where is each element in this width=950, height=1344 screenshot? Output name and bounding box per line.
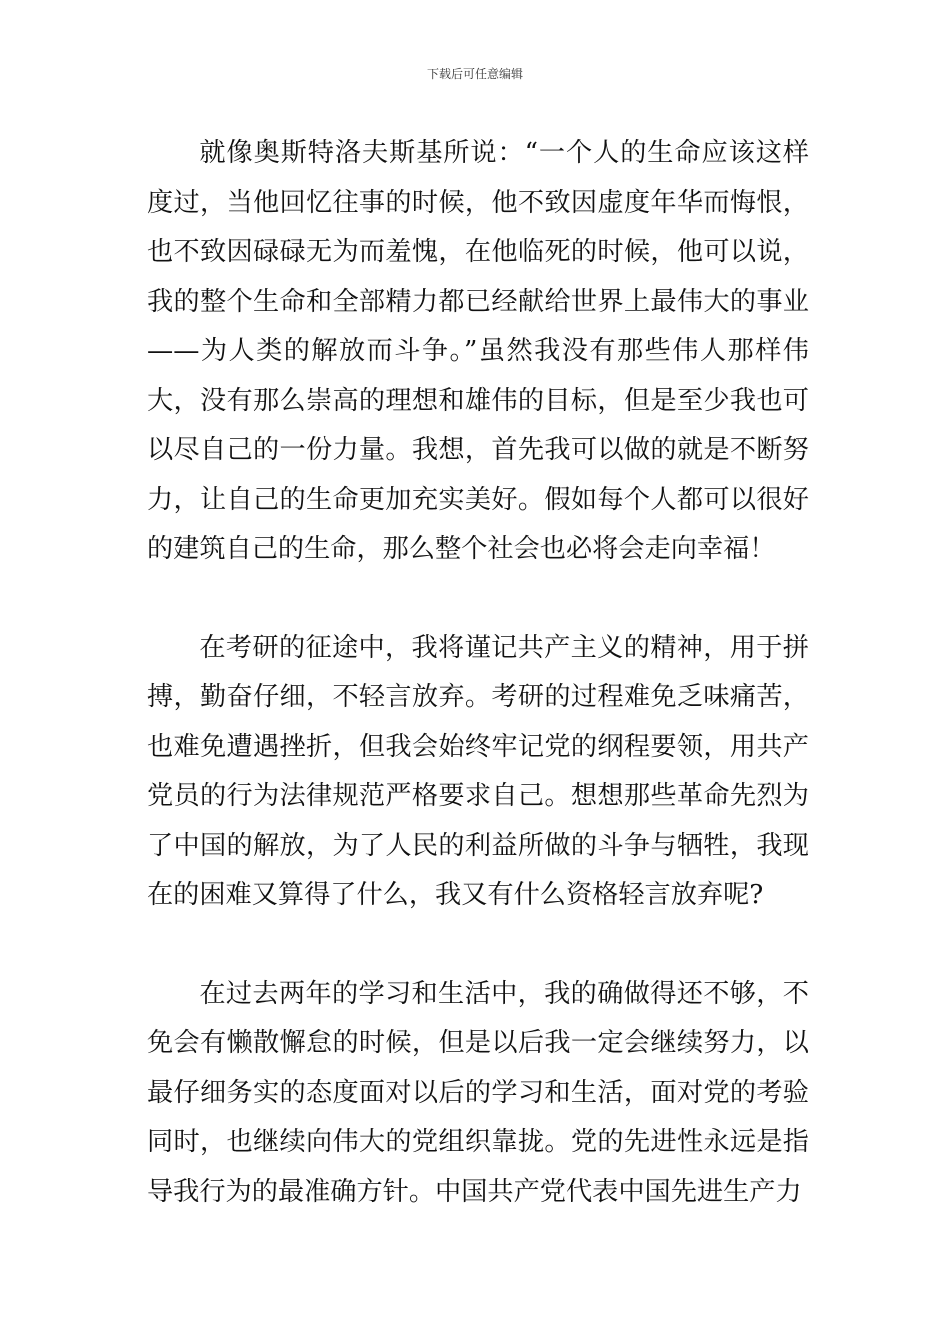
document-body	[147, 129, 809, 1217]
paragraph-2: 在考研的征途中，我将谨记共产主义的精神，用于拼搏，勤奋仔细，不轻言放弃。考研的过程难免乏味痛苦，也难免遭遇挫折，但我会始终牢记党的纲程要领，用共产党员的行为法律规范严格要求自己。想想那些革命先烈为了中国的解放，为了人民的利益所做的斗争与牺牲，我现在的困难又算得了什么，我又有什么资格轻言放弃呢?	[147, 632, 809, 910]
paragraph-3: 在过去两年的学习和生活中，我的确做得还不够，不免会有懒散懈怠的时候，但是以后我一定会继续努力，以最仔细务实的态度面对以后的学习和生活，面对党的考验同时，也继续向伟大的党组织靠拢。党的先进性永远是指导我行为的最准确方针。中国共产党代表中国先进生产力	[147, 978, 809, 1207]
paragraph-1: 就像奥斯特洛夫斯基所说：“一个人的生命应该这样度过，当他回忆往事的时候，他不致因虚度年华而悔恨，也不致因碌碌无为而羞愧，在他临死的时候，他可以说，我的整个生命和全部精力都已经献给世界上最伟大的事业——为人类的解放而斗争。”虽然我没有那些伟人那样伟大，没有那么崇高的理想和雄伟的目标，但是至少我也可以尽自己的一份力量。我想，首先我可以做的就是不断努力，让自己的生命更加充实美好。假如每个人都可以很好的建筑自己的生命，那么整个社会也必将会走向幸福！	[147, 138, 809, 564]
page-header: 下载后可任意编辑	[426, 67, 523, 81]
